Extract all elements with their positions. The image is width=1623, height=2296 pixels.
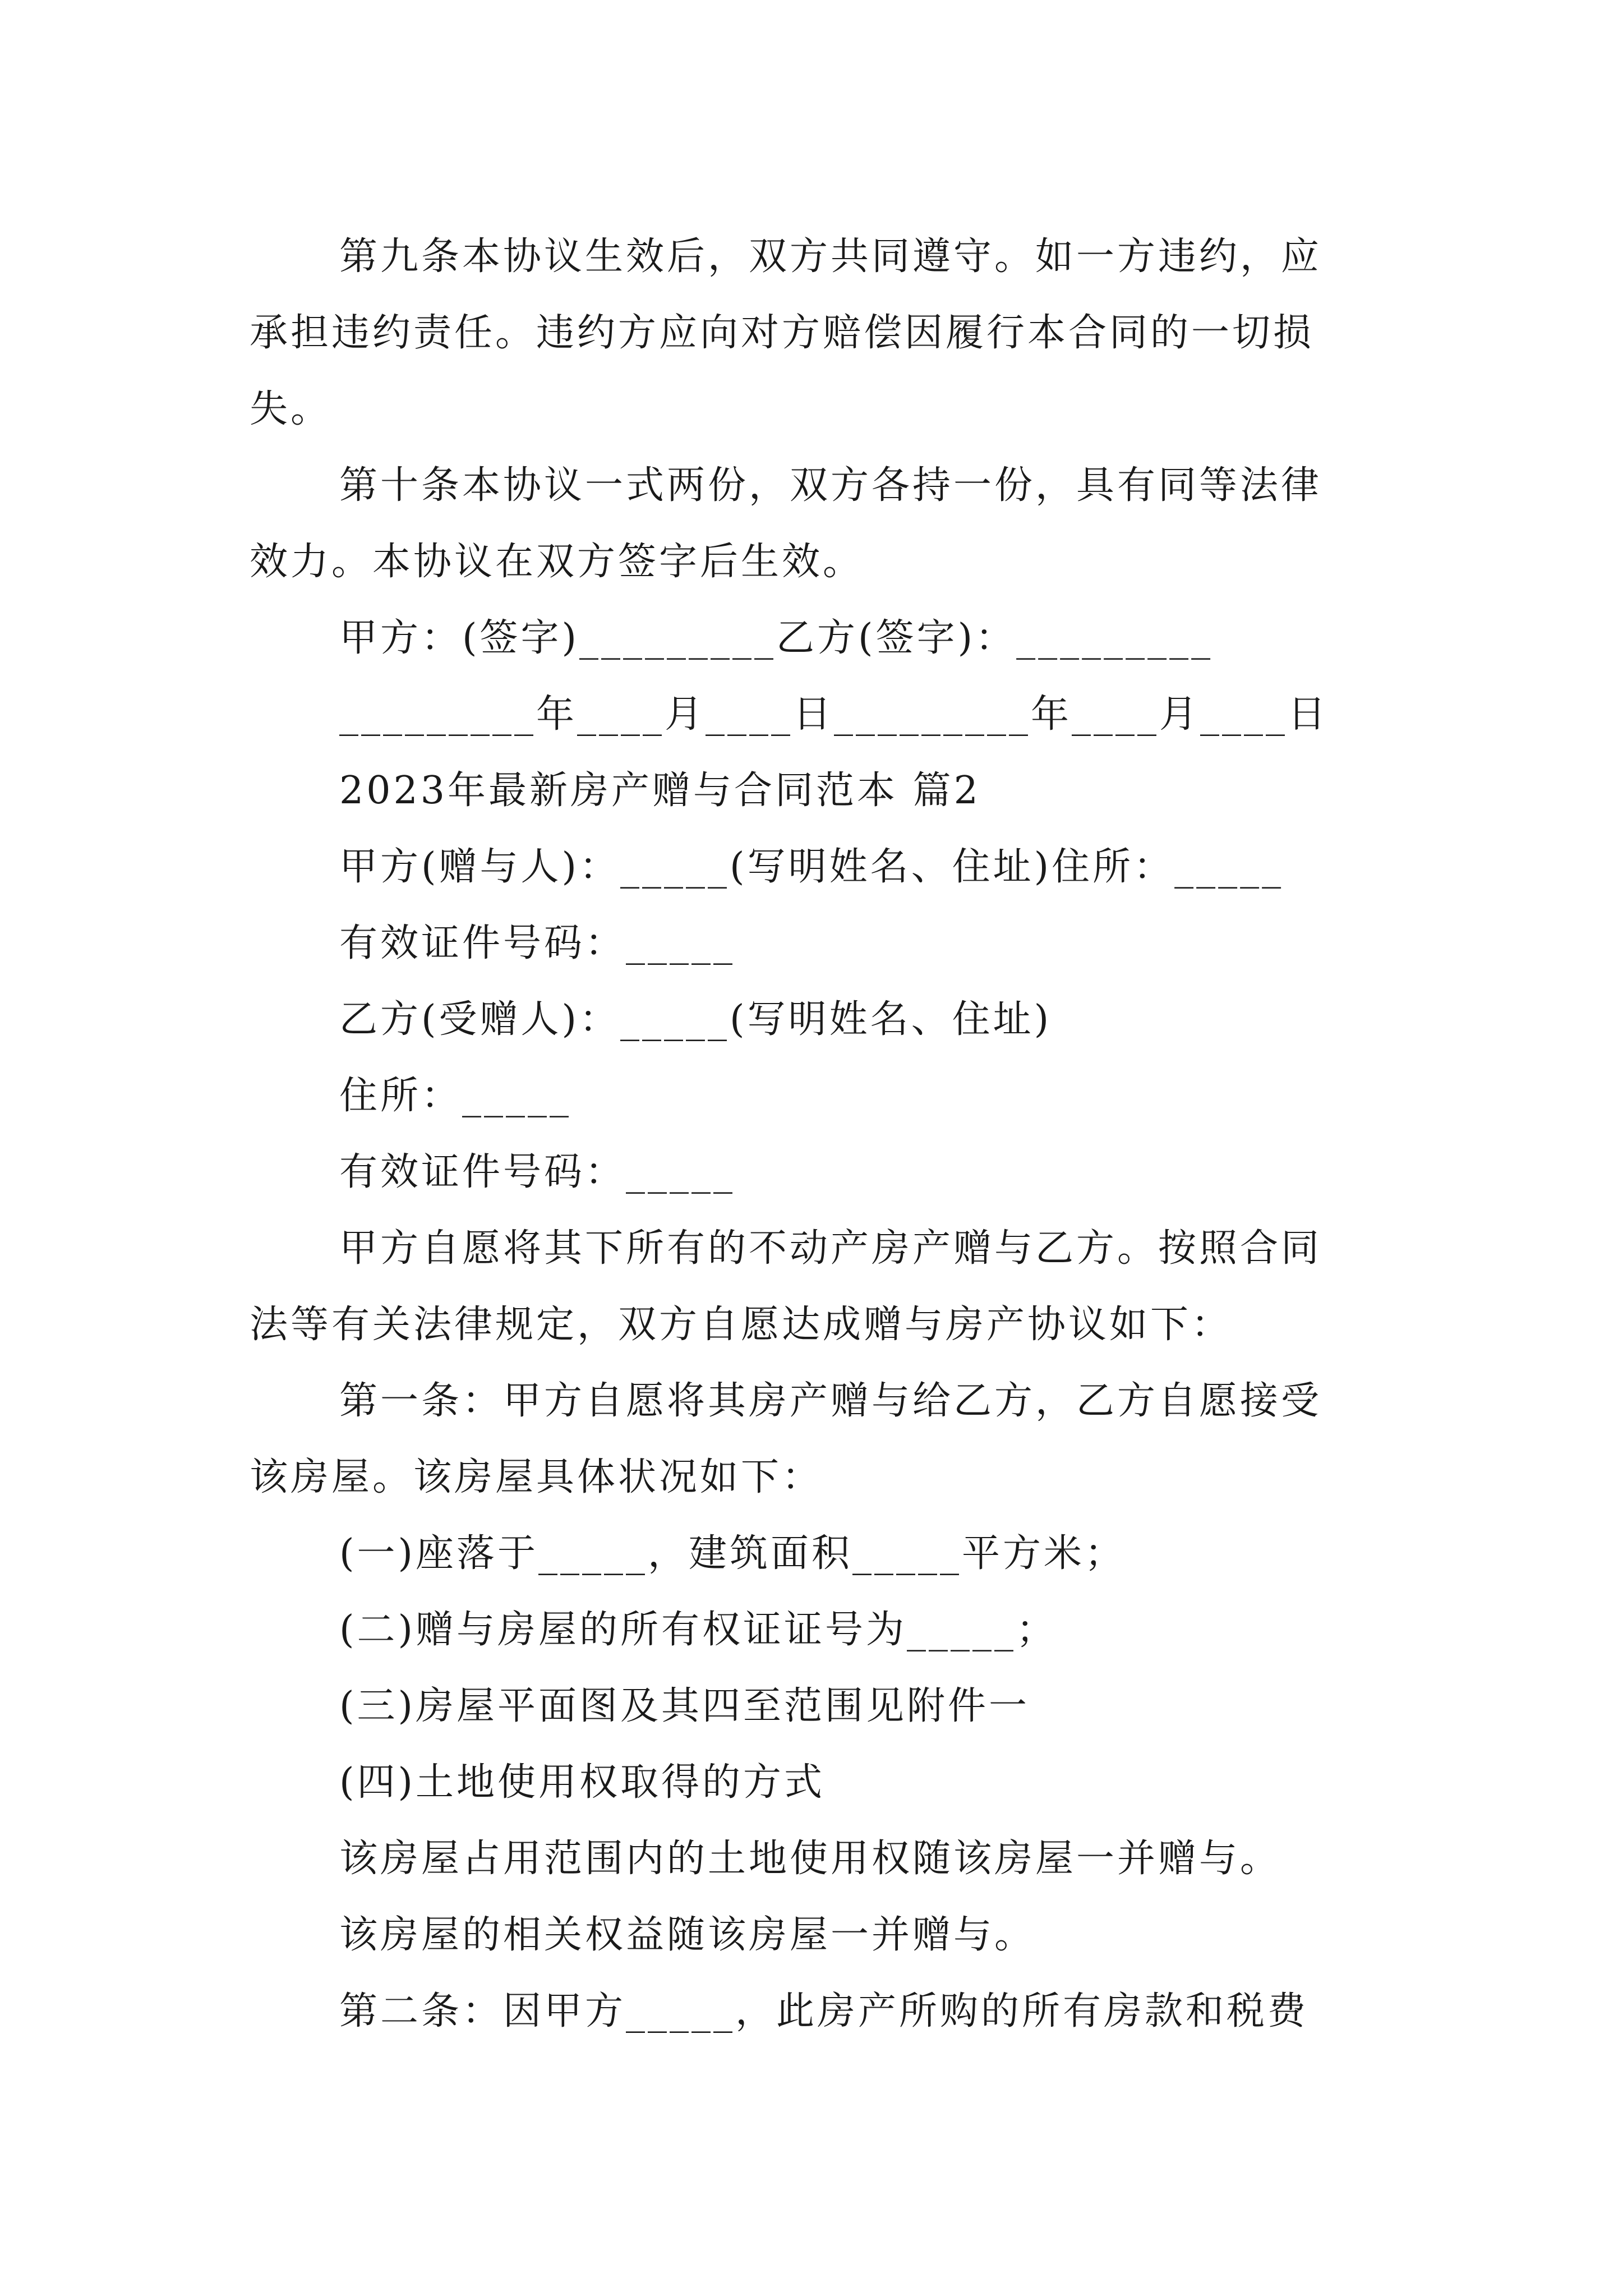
article-9-line-2: 承担违约责任。违约方应向对方赔偿因履行本合同的一切损 bbox=[250, 311, 1315, 355]
item-2-line: (二)赠与房屋的所有权证证号为_____； bbox=[339, 1608, 1058, 1652]
related-rights-line: 该房屋的相关权益随该房屋一并赠与。 bbox=[339, 1913, 1036, 1957]
party-a-line: 甲方(赠与人)：_____(写明姓名、住址)住所：_____ bbox=[339, 845, 1284, 889]
party-a-id-line: 有效证件号码：_____ bbox=[339, 921, 736, 965]
article-9-line-3: 失。 bbox=[250, 387, 332, 431]
item-1-line: (一)座落于_____，建筑面积_____平方米； bbox=[339, 1531, 1126, 1576]
signature-line: 甲方：(签字)_________乙方(签字)：_________ bbox=[339, 616, 1214, 660]
section-title: 2023年最新房产赠与合同范本 篇2 bbox=[339, 769, 981, 813]
party-b-id-line: 有效证件号码：_____ bbox=[339, 1150, 736, 1194]
preamble-line-1: 甲方自愿将其下所有的不动产房产赠与乙方。按照合同 bbox=[339, 1226, 1322, 1271]
item-4-line: (四)土地使用权取得的方式 bbox=[339, 1760, 826, 1805]
article-10-line-2: 效力。本协议在双方签字后生效。 bbox=[250, 540, 864, 584]
item-3-line: (三)房屋平面图及其四至范围见附件一 bbox=[339, 1684, 1030, 1728]
article-9-line-1: 第九条本协议生效后，双方共同遵守。如一方违约，应 bbox=[339, 234, 1322, 279]
party-b-address-line: 住所：_____ bbox=[339, 1074, 572, 1118]
article-2-line-1: 第二条：因甲方_____，此房产所购的所有房款和税费 bbox=[339, 1989, 1309, 2033]
document-page bbox=[250, 219, 1382, 2050]
date-line: _________年____月____日_________年____月____日 bbox=[339, 692, 1329, 737]
article-1-line-1: 第一条：甲方自愿将其房产赠与给乙方，乙方自愿接受 bbox=[339, 1379, 1322, 1423]
land-rights-line: 该房屋占用范围内的土地使用权随该房屋一并赠与。 bbox=[339, 1837, 1281, 1881]
preamble-line-2: 法等有关法律规定，双方自愿达成赠与房产协议如下： bbox=[250, 1303, 1233, 1347]
party-b-line: 乙方(受赠人)：_____(写明姓名、住址) bbox=[339, 997, 1052, 1042]
article-10-line-1: 第十条本协议一式两份，双方各持一份，具有同等法律 bbox=[339, 463, 1322, 508]
article-1-line-2: 该房屋。该房屋具体状况如下： bbox=[250, 1455, 823, 1499]
